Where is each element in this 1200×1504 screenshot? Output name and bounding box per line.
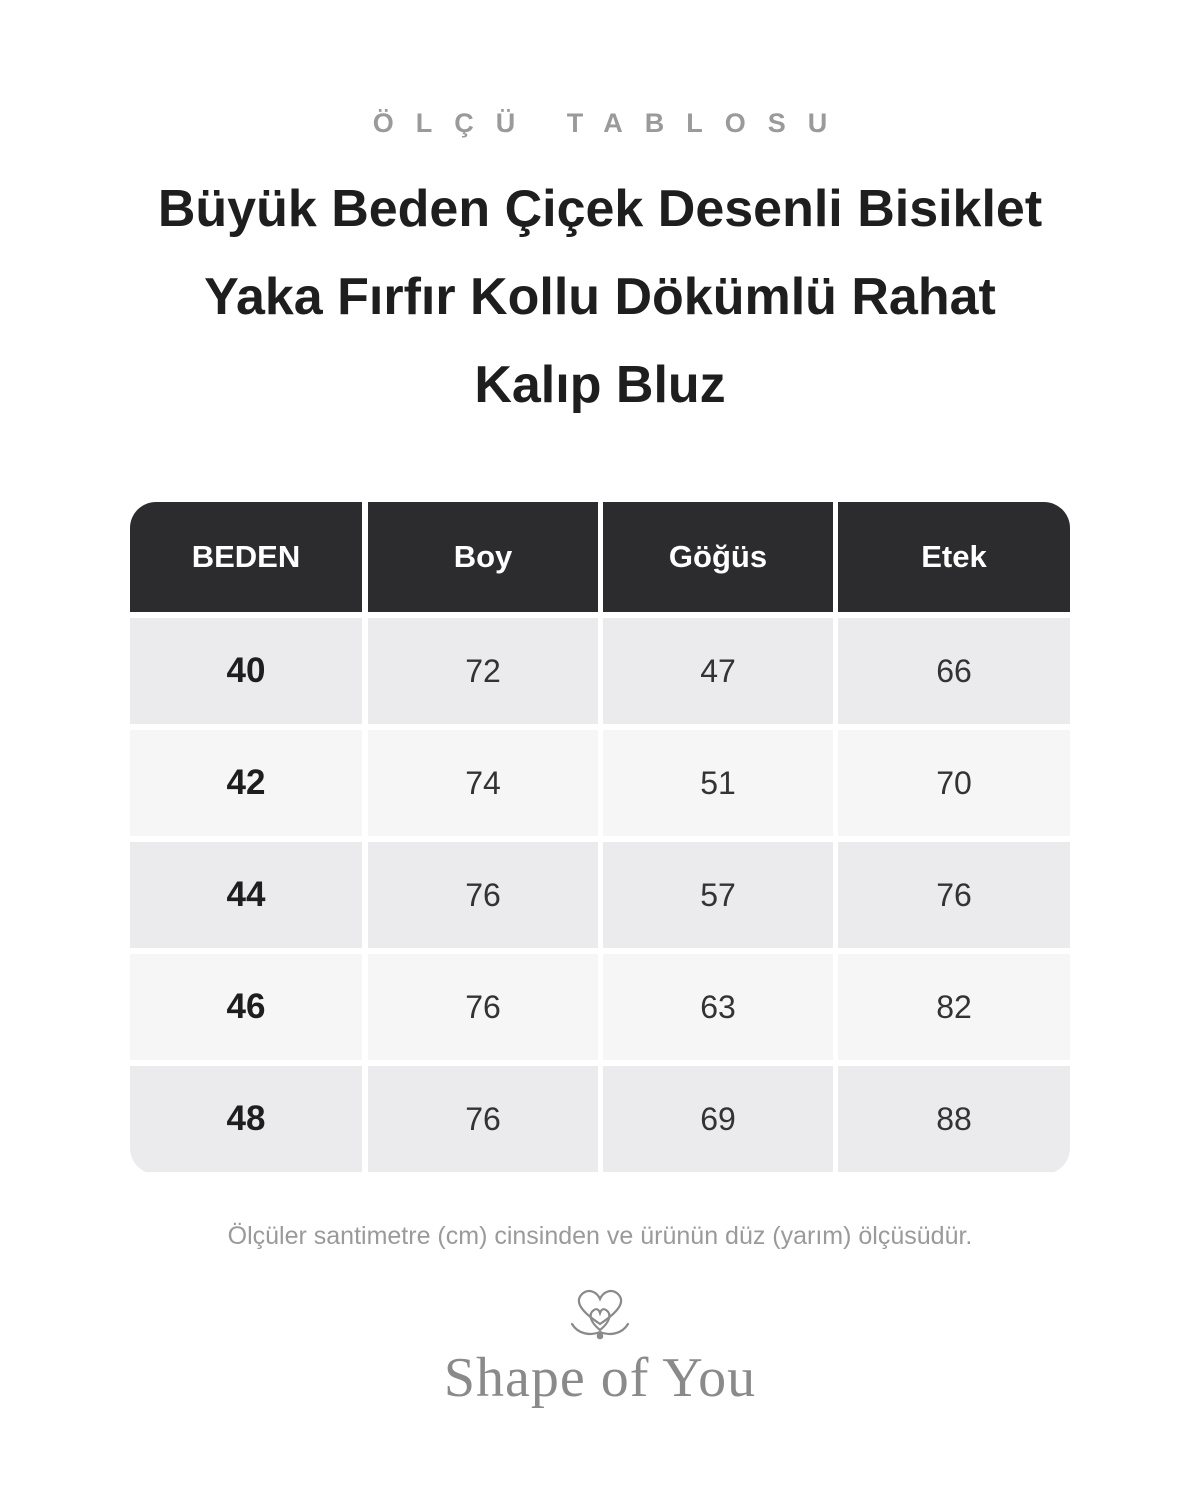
size-cell: 46 bbox=[130, 954, 362, 1060]
measurement-cell: 69 bbox=[603, 1066, 833, 1172]
measurement-note: Ölçüler santimetre (cm) cinsinden ve ürünün düz (yarım) ölçüsüdür. bbox=[227, 1222, 973, 1250]
measurement-cell: 74 bbox=[368, 730, 598, 836]
measurement-cell: 51 bbox=[603, 730, 833, 836]
measurement-cell: 47 bbox=[603, 618, 833, 724]
measurement-cell: 76 bbox=[368, 954, 598, 1060]
page-title bbox=[130, 165, 1070, 429]
measurement-cell: 72 bbox=[368, 618, 598, 724]
title-line-2: Yaka Fırfır Kollu Dökümlü Rahat bbox=[204, 268, 996, 326]
column-header: BEDEN bbox=[130, 502, 362, 612]
brand-name: Shape of You bbox=[443, 1347, 757, 1409]
measurement-cell: 63 bbox=[603, 954, 833, 1060]
title-line-3: Kalıp Bluz bbox=[474, 356, 726, 414]
measurement-cell: 57 bbox=[603, 842, 833, 948]
measurement-cell: 76 bbox=[368, 842, 598, 948]
measurement-cell: 76 bbox=[368, 1066, 598, 1172]
measurement-cell: 76 bbox=[838, 842, 1070, 948]
size-cell: 42 bbox=[130, 730, 362, 836]
measurement-cell: 88 bbox=[838, 1066, 1070, 1172]
measurement-cell: 66 bbox=[838, 618, 1070, 724]
column-header: Göğüs bbox=[603, 502, 833, 612]
size-cell: 40 bbox=[130, 618, 362, 724]
size-cell: 48 bbox=[130, 1066, 362, 1172]
measurement-cell: 70 bbox=[838, 730, 1070, 836]
double-heart-icon bbox=[560, 1280, 640, 1350]
measurement-cell: 82 bbox=[838, 954, 1070, 1060]
eyebrow-label: ÖLÇÜ TABLOSU bbox=[372, 108, 850, 138]
column-header: Boy bbox=[368, 502, 598, 612]
size-cell: 44 bbox=[130, 842, 362, 948]
column-header: Etek bbox=[838, 502, 1070, 612]
size-table bbox=[130, 502, 1070, 1174]
title-line-1: Büyük Beden Çiçek Desenli Bisiklet bbox=[157, 180, 1043, 238]
